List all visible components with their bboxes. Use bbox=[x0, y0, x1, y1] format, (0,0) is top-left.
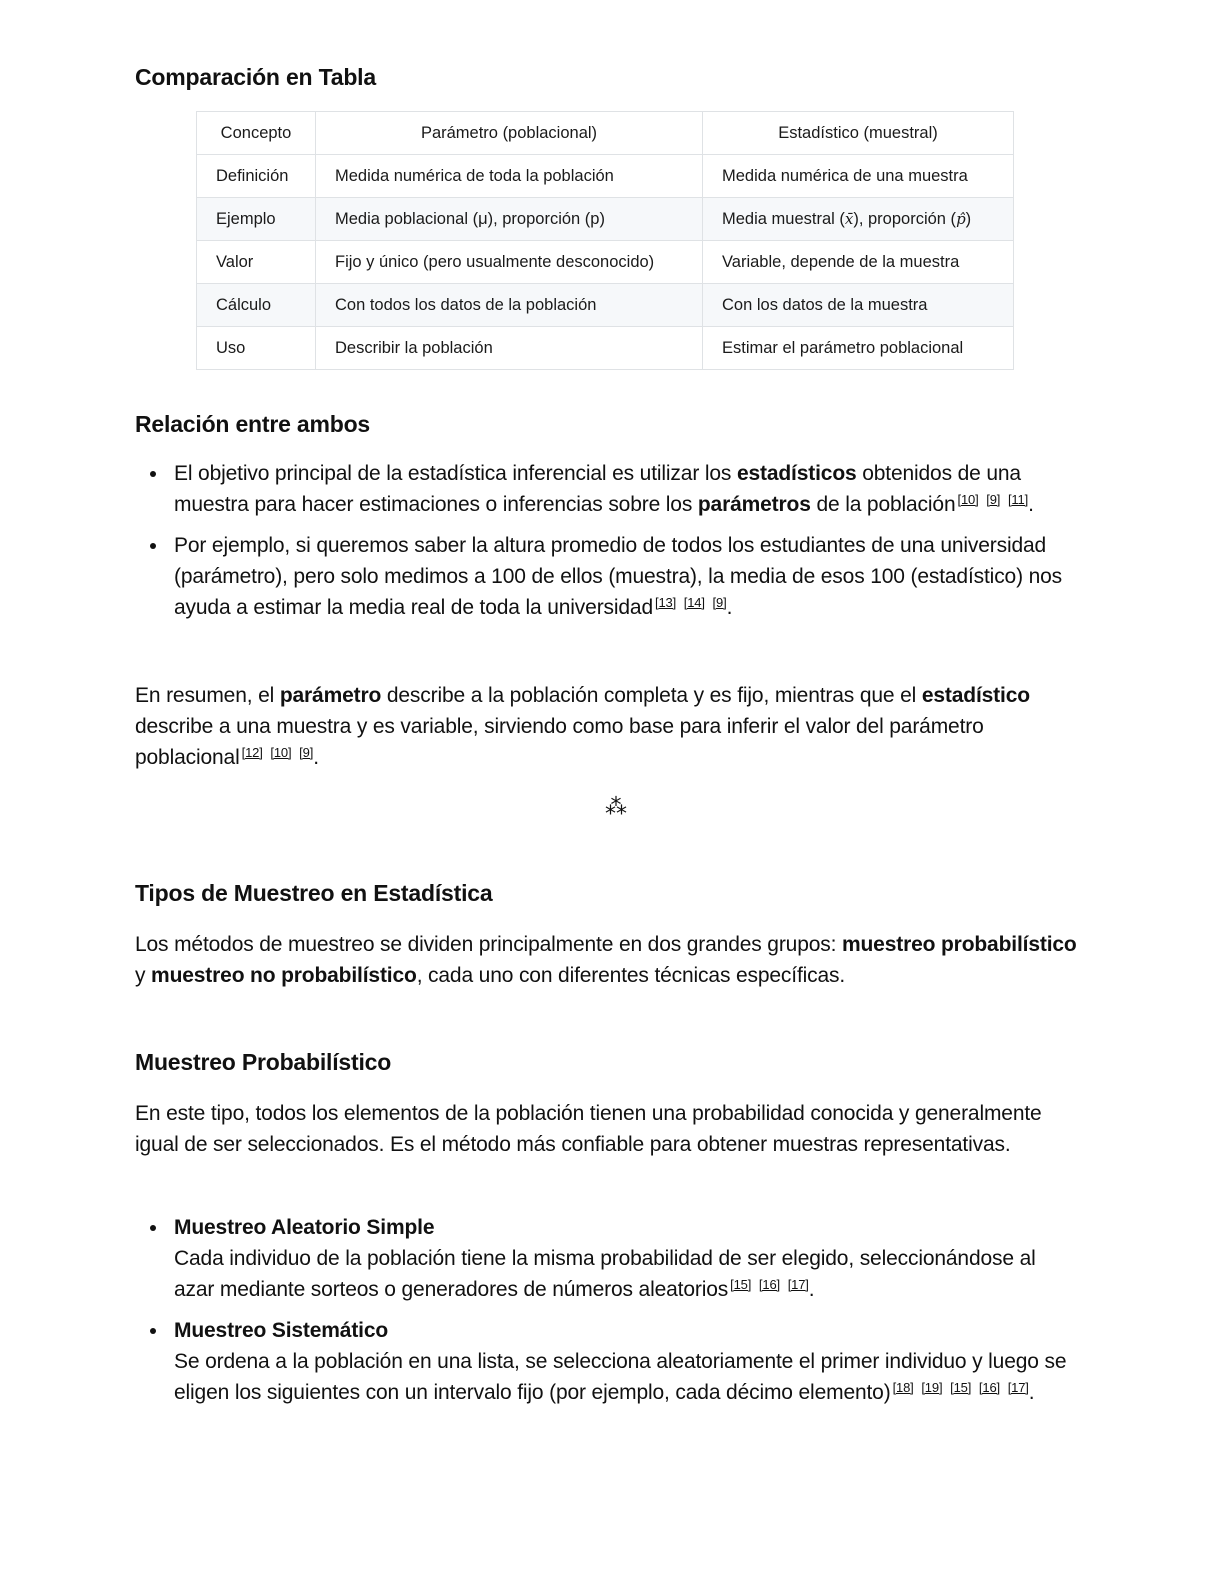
comparison-table bbox=[196, 111, 1014, 370]
section-heading-probabilistic: Muestreo Probabilístico bbox=[135, 1049, 392, 1075]
table-header-row bbox=[197, 112, 1014, 155]
table-cell: Con los datos de la muestra bbox=[703, 284, 1014, 327]
text: de la población bbox=[810, 493, 956, 516]
text: El objetivo principal de la estadística inferencial es utilizar los bbox=[174, 462, 737, 485]
citation-link[interactable]: [19] bbox=[921, 1380, 943, 1395]
table-cell: Ejemplo bbox=[197, 198, 316, 241]
citation-link[interactable]: [17] bbox=[787, 1277, 809, 1292]
citation-link[interactable]: [14] bbox=[683, 595, 705, 610]
citation-link[interactable]: [10] bbox=[957, 492, 979, 507]
text: Por ejemplo, si queremos saber la altura promedio de todos los estudiantes de una universidad (parámetro), pero solo medimos a 100 de ellos (muestra), la media de esos 100 (estadístico) nos ayuda a estimar la media real de toda la universidad bbox=[174, 534, 1063, 619]
probabilistic-methods-list bbox=[135, 1212, 1080, 1408]
table-row bbox=[197, 198, 1014, 241]
citation-link[interactable]: [16] bbox=[758, 1277, 780, 1292]
probabilistic-intro-paragraph: En este tipo, todos los elementos de la población tienen una probabilidad conocida y generalmente igual de ser seleccionados. Es el método más confiable para obtener muestras representativas. bbox=[135, 1102, 1042, 1156]
bold-text: parámetro bbox=[279, 684, 382, 707]
bold-text: estadísticos bbox=[736, 462, 857, 485]
bold-text: parámetros bbox=[697, 493, 811, 516]
sampling-types-paragraph bbox=[135, 929, 1080, 991]
text: Los métodos de muestreo se dividen principalmente en dos grandes grupos: bbox=[135, 933, 842, 956]
math-text: Media muestral ( bbox=[722, 209, 845, 228]
text: . bbox=[1028, 493, 1034, 516]
xbar-symbol: x̄ bbox=[844, 209, 854, 228]
table-cell: Definición bbox=[197, 155, 316, 198]
citation-link[interactable]: [15] bbox=[730, 1277, 752, 1292]
citation-link[interactable]: [11] bbox=[1007, 492, 1029, 507]
relation-list bbox=[135, 458, 1080, 623]
citation-link[interactable]: [9] bbox=[712, 595, 727, 610]
list-item bbox=[135, 458, 1080, 520]
bold-text: muestreo no probabilístico bbox=[151, 964, 417, 987]
text: y bbox=[135, 964, 152, 987]
citation-link[interactable]: [9] bbox=[986, 492, 1001, 507]
text: , cada uno con diferentes técnicas específicas. bbox=[416, 964, 846, 987]
text: Cada individuo de la población tiene la misma probabilidad de ser elegido, seleccionándose al azar mediante sorteos o generadores de números aleatorios bbox=[174, 1247, 1036, 1301]
text: obtenidos de una muestra para hacer estimaciones o inferencias sobre los bbox=[174, 462, 1021, 516]
item-title: Muestreo Sistemático bbox=[174, 1319, 389, 1342]
list-item bbox=[135, 530, 1080, 623]
text: . bbox=[1028, 1381, 1035, 1404]
table-cell: Cálculo bbox=[197, 284, 316, 327]
math-text: ), proporción ( bbox=[853, 209, 957, 228]
table-row bbox=[197, 241, 1014, 284]
citation-link[interactable]: [18] bbox=[892, 1380, 914, 1395]
table-cell: Describir la población bbox=[316, 327, 703, 370]
section-heading-relation: Relación entre ambos bbox=[135, 411, 371, 437]
summary-paragraph bbox=[135, 680, 1080, 773]
bold-text: muestreo probabilístico bbox=[841, 933, 1077, 956]
text: . bbox=[808, 1278, 815, 1301]
table-cell: Uso bbox=[197, 327, 316, 370]
citation-link[interactable]: [12] bbox=[241, 745, 263, 760]
citation-link[interactable]: [16] bbox=[978, 1380, 1000, 1395]
bold-text: estadístico bbox=[921, 684, 1030, 707]
table-cell: Medida numérica de toda la población bbox=[316, 155, 703, 198]
text: describe a la población completa y es fijo, mientras que el bbox=[381, 684, 922, 707]
table-cell: Estimar el parámetro poblacional bbox=[703, 327, 1014, 370]
list-item bbox=[135, 1315, 1080, 1408]
citation-link[interactable]: [17] bbox=[1007, 1380, 1029, 1395]
citation-link[interactable]: [9] bbox=[299, 745, 314, 760]
table-header-cell: Concepto bbox=[197, 112, 316, 155]
table-header-cell: Estadístico (muestral) bbox=[703, 112, 1014, 155]
text: Se ordena a la población en una lista, se selecciona aleatoriamente el primer individuo y luego se eligen los siguientes con un intervalo fijo (por ejemplo, cada décimo elemento) bbox=[174, 1350, 1067, 1404]
text: . bbox=[726, 596, 733, 619]
text: . bbox=[313, 746, 319, 769]
citation-link[interactable]: [13] bbox=[654, 595, 677, 610]
item-title: Muestreo Aleatorio Simple bbox=[174, 1216, 435, 1239]
section-heading-comparison: Comparación en Tabla bbox=[135, 64, 376, 90]
table-cell: Valor bbox=[197, 241, 316, 284]
list-item bbox=[135, 1212, 1080, 1305]
table-cell: Medida numérica de una muestra bbox=[703, 155, 1014, 198]
section-heading-sampling-types: Tipos de Muestreo en Estadística bbox=[135, 880, 493, 906]
text: describe a una muestra y es variable, sirviendo como base para inferir el valor del parámetro poblacional bbox=[135, 715, 984, 769]
table-cell bbox=[703, 198, 1014, 241]
table-cell: Media poblacional (μ), proporción (p) bbox=[316, 198, 703, 241]
phat-symbol: p̂ bbox=[956, 209, 966, 228]
table-row bbox=[197, 155, 1014, 198]
math-text: ) bbox=[965, 209, 972, 228]
table-cell: Fijo y único (pero usualmente desconocido) bbox=[316, 241, 703, 284]
table-cell: Variable, depende de la muestra bbox=[703, 241, 1014, 284]
table-row bbox=[197, 327, 1014, 370]
text: En resumen, el bbox=[135, 684, 280, 707]
citation-link[interactable]: [10] bbox=[270, 745, 292, 760]
table-row bbox=[197, 284, 1014, 327]
table-cell: Con todos los datos de la población bbox=[316, 284, 703, 327]
table-header-cell: Parámetro (poblacional) bbox=[316, 112, 703, 155]
asterism-separator-icon: ⁂ bbox=[605, 794, 627, 819]
citation-link[interactable]: [15] bbox=[950, 1380, 972, 1395]
